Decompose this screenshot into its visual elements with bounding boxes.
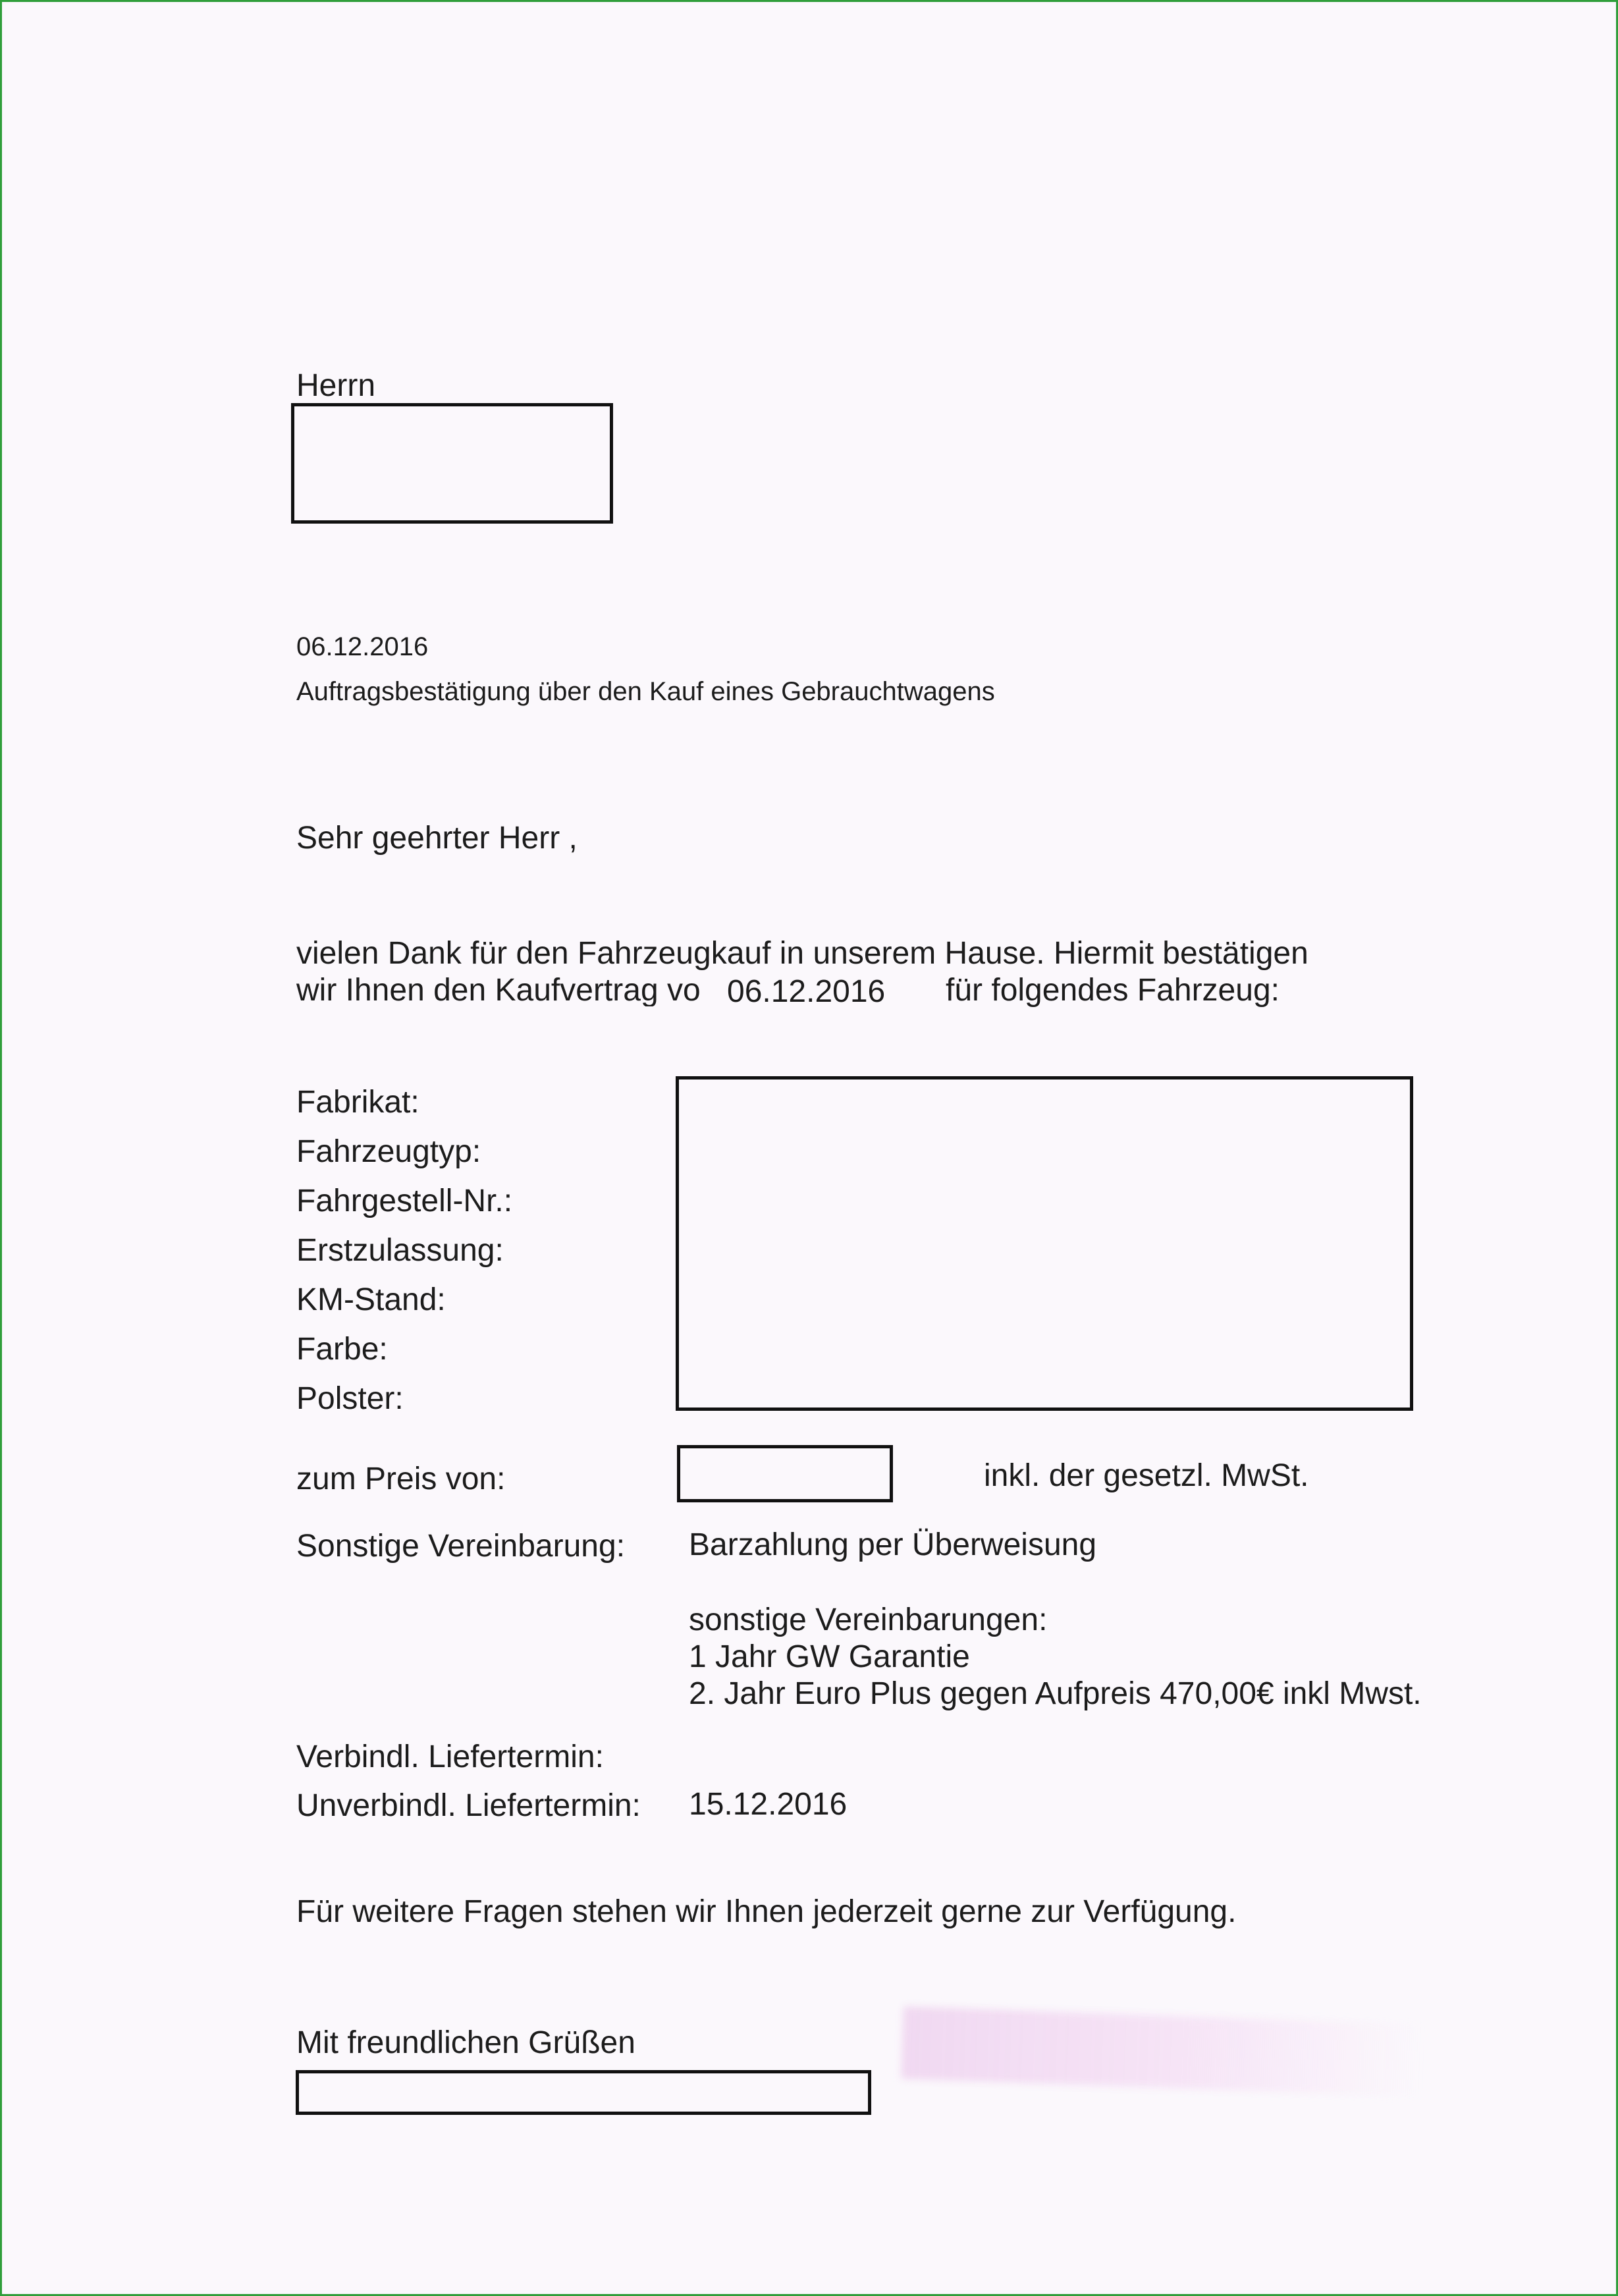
intro-contract-date: 06.12.2016 xyxy=(727,974,886,1009)
label-fahrzeugtyp: Fahrzeugtyp: xyxy=(296,1134,481,1169)
letter-date: 06.12.2016 xyxy=(296,632,429,661)
label-fabrikat: Fabrikat: xyxy=(296,1085,419,1120)
agreements-others-heading: sonstige Vereinbarungen: xyxy=(689,1602,1048,1637)
intro-line-2-suffix: für folgendes Fahrzeug: xyxy=(946,973,1280,1008)
price-tax-note: inkl. der gesetzl. MwSt. xyxy=(984,1458,1309,1493)
recipient-salutation: Herrn xyxy=(296,368,376,403)
binding-delivery-label: Verbindl. Liefertermin: xyxy=(296,1739,604,1774)
vehicle-details-redaction xyxy=(676,1076,1413,1411)
intro-line-1: vielen Dank für den Fahrzeugkauf in unserem Hause. Hiermit bestätigen xyxy=(296,936,1308,971)
nonbinding-delivery-date: 15.12.2016 xyxy=(689,1787,848,1822)
greeting: Sehr geehrter Herr , xyxy=(296,821,578,856)
label-fahrgestell-nr: Fahrgestell-Nr.: xyxy=(296,1184,513,1218)
label-km-stand: KM-Stand: xyxy=(296,1282,446,1317)
closing-regards: Mit freundlichen Grüßen xyxy=(296,2025,635,2060)
intro-line-2-prefix: wir Ihnen den Kaufvertrag vo xyxy=(296,975,701,1006)
label-erstzulassung: Erstzulassung: xyxy=(296,1233,504,1268)
agreements-label: Sonstige Vereinbarung: xyxy=(296,1529,626,1564)
recipient-address-redaction xyxy=(291,403,613,524)
price-label: zum Preis von: xyxy=(296,1462,506,1496)
label-farbe: Farbe: xyxy=(296,1332,388,1367)
price-redaction xyxy=(677,1445,893,1502)
agreements-item-1: 1 Jahr GW Garantie xyxy=(689,1639,970,1674)
agreements-item-2: 2. Jahr Euro Plus gegen Aufpreis 470,00€ inkl Mwst. xyxy=(689,1676,1422,1711)
label-polster: Polster: xyxy=(296,1381,404,1416)
agreements-payment: Barzahlung per Überweisung xyxy=(689,1527,1097,1562)
letter-subject: Auftragsbestätigung über den Kauf eines Gebrauchtwagens xyxy=(296,677,995,706)
signature-redaction xyxy=(296,2070,871,2115)
nonbinding-delivery-label: Unverbindl. Liefertermin: xyxy=(296,1788,641,1823)
closing-questions: Für weitere Fragen stehen wir Ihnen jederzeit gerne zur Verfügung. xyxy=(296,1894,1237,1929)
